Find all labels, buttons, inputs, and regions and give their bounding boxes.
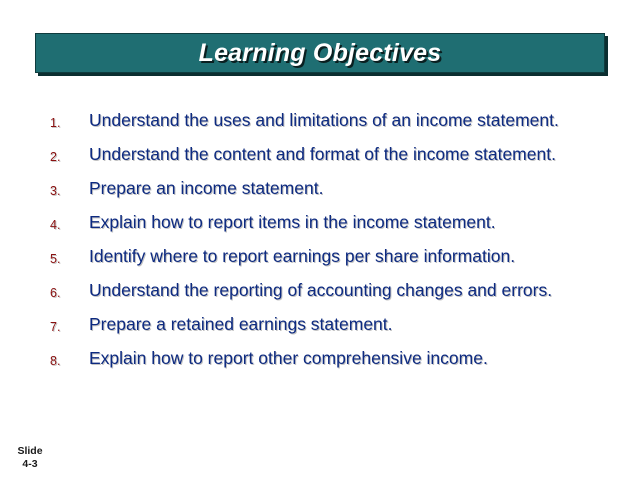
objective-text: Understand the content and format of the income statement. <box>89 144 556 164</box>
title-bar <box>35 33 605 73</box>
objective-item <box>0 144 638 178</box>
objective-number: 7. <box>50 320 61 334</box>
objective-number: 6. <box>50 286 61 300</box>
objective-item <box>0 246 638 280</box>
objectives-list <box>0 110 638 382</box>
objective-number: 3. <box>50 184 61 198</box>
objective-text: Explain how to report other comprehensive income. <box>89 348 488 368</box>
objective-number: 8. <box>50 354 61 368</box>
objective-item <box>0 110 638 144</box>
objective-text: Understand the reporting of accounting changes and errors. <box>89 280 553 300</box>
objective-number: 5. <box>50 252 61 266</box>
slide-label-word: Slide <box>17 445 43 457</box>
slide-label-number: 4-3 <box>22 458 38 470</box>
objective-item <box>0 348 638 382</box>
objective-number: 1. <box>50 116 61 130</box>
objective-text: Understand the uses and limitations of an income statement. <box>89 110 559 130</box>
objective-item <box>0 178 638 212</box>
objective-text: Prepare an income statement. <box>89 178 324 198</box>
objective-number: 4. <box>50 218 61 232</box>
slide-title: Learning Objectives <box>198 38 442 67</box>
objective-text: Explain how to report items in the income statement. <box>89 212 496 232</box>
objective-text: Identify where to report earnings per share information. <box>89 246 516 266</box>
objective-number: 2. <box>50 150 61 164</box>
objective-item <box>0 314 638 348</box>
objective-text: Prepare a retained earnings statement. <box>89 314 393 334</box>
slide-number-label <box>10 445 50 471</box>
objective-item <box>0 212 638 246</box>
objective-item <box>0 280 638 314</box>
